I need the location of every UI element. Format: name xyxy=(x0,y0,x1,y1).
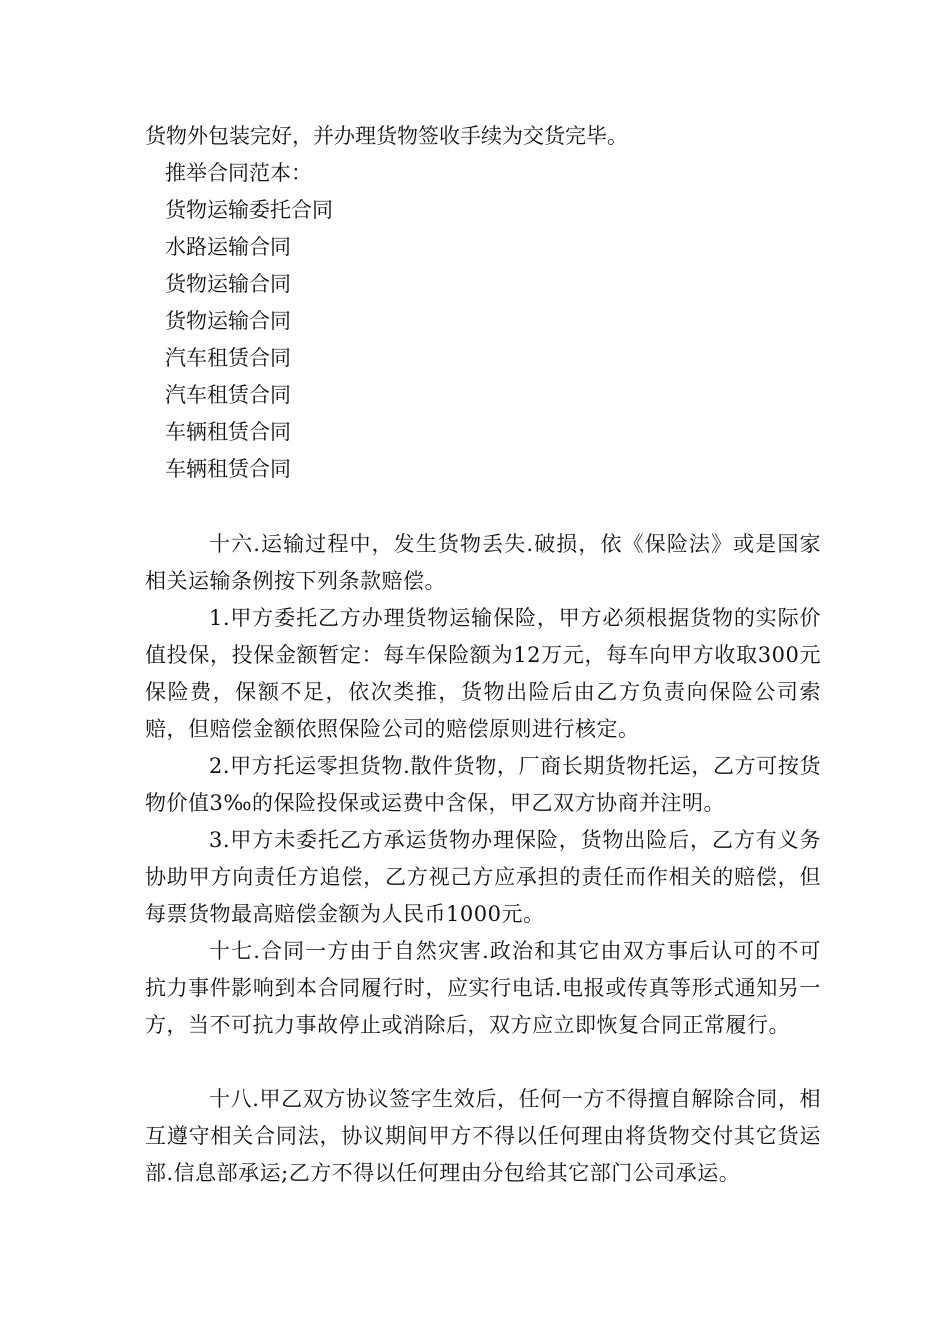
clause-18: 十八.甲乙双方协议签字生效后，任何一方不得擅自解除合同，相互遵守相关合同法，协议期间甲方不得以任何理由将货物交付其它货运部.信息部承运;乙方不得以任何理由分包给其它部门公司承运。 xyxy=(145,1087,821,1185)
recommend-item[interactable]: 货物运输委托合同 xyxy=(165,198,333,222)
continuation-text: 货物外包装完好，并办理货物签收手续为交货完毕。 xyxy=(145,124,628,148)
recommend-item[interactable]: 水路运输合同 xyxy=(165,235,291,259)
recommend-item[interactable]: 车辆租赁合同 xyxy=(165,457,291,481)
clause-16-item-3: 3.甲方未委托乙方承运货物办理保险，货物出险后，乙方有义务协助甲方向责任方追偿，乙方视己方应承担的责任而作相关的赔偿，但每票货物最高赔偿金额为人民币1000元。 xyxy=(145,828,821,926)
recommend-item[interactable]: 车辆租赁合同 xyxy=(165,420,291,444)
recommend-item[interactable]: 货物运输合同 xyxy=(165,309,291,333)
recommend-heading: 推举合同范本： xyxy=(165,161,312,185)
recommend-item[interactable]: 汽车租赁合同 xyxy=(165,346,291,370)
clause-16-item-1: 1.甲方委托乙方办理货物运输保险，甲方必须根据货物的实际价值投保，投保金额暂定：每车保险额为12万元，每车向甲方收取300元保险费，保额不足，依次类推，货物出险后由乙方负责向保险公司索赔，但赔偿金额依照保险公司的赔偿原则进行核定。 xyxy=(145,606,821,741)
clause-16: 十六.运输过程中，发生货物丢失.破损，依《保险法》或是国家相关运输条例按下列条款赔偿。 xyxy=(145,532,821,593)
clause-17: 十七.合同一方由于自然灾害.政治和其它由双方事后认可的不可抗力事件影响到本合同履行时，应实行电话.电报或传真等形式通知另一方，当不可抗力事故停止或消除后，双方应立即恢复合同正常履行。 xyxy=(145,939,821,1037)
clause-16-item-2: 2.甲方托运零担货物.散件货物，厂商长期货物托运，乙方可按货物价值3‰的保险投保或运费中含保，甲乙双方协商并注明。 xyxy=(145,754,821,815)
recommend-item[interactable]: 货物运输合同 xyxy=(165,272,291,296)
recommend-item[interactable]: 汽车租赁合同 xyxy=(165,383,291,407)
